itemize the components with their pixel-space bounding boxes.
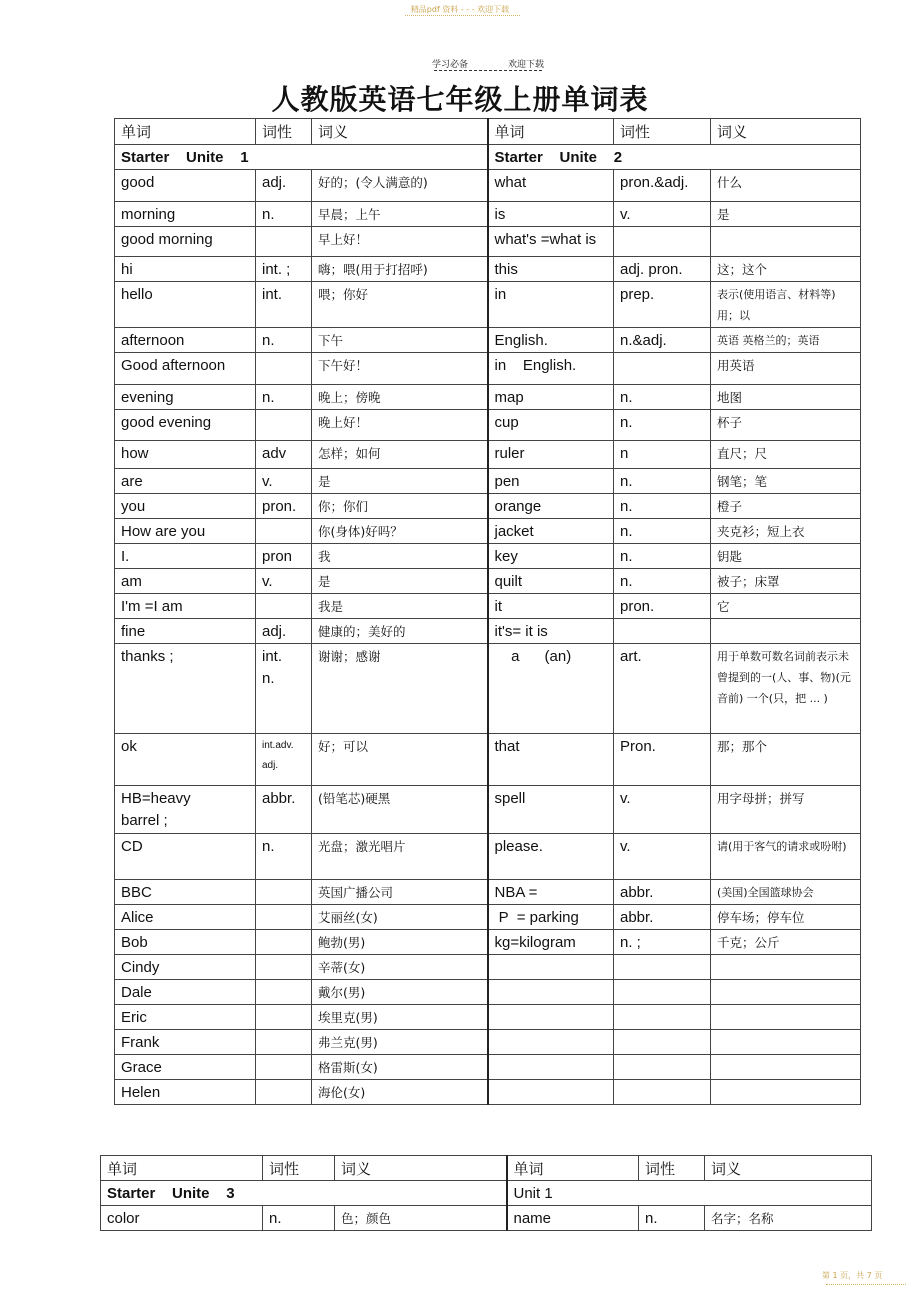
word-cell: it's= it is [488,619,614,644]
pos-cell [614,955,711,980]
pos-cell: n. [614,544,711,569]
word-cell: this [488,257,614,282]
pos-cell: n. [256,202,312,227]
pos-cell: art. [614,644,711,734]
meaning-cell: 嗨；喂(用于打招呼) [312,257,488,282]
table-row [115,202,861,227]
meaning-cell: 用字母拼；拼写 [711,786,861,834]
word-cell: hello [115,282,256,328]
meaning-cell: 夹克衫；短上衣 [711,519,861,544]
section-title-left: Starter Unite 3 [101,1181,507,1206]
sub-header [432,57,544,70]
header-meaning: 词义 [705,1156,872,1181]
pos-cell [256,227,312,257]
table-row [115,1080,861,1105]
word-cell: jacket [488,519,614,544]
table-row [115,494,861,519]
word-cell: it [488,594,614,619]
meaning-cell: 艾丽丝(女) [312,905,488,930]
word-cell: BBC [115,880,256,905]
header-word: 单词 [488,119,614,145]
word-cell: fine [115,619,256,644]
sub-header-left: 学习必备 [432,60,469,70]
table-row [115,469,861,494]
pos-cell: n.&adj. [614,328,711,353]
section-row [101,1181,872,1206]
table-row [115,619,861,644]
pos-cell: adj. [256,170,312,202]
pos-cell [614,1055,711,1080]
header-word: 单词 [507,1156,639,1181]
word-cell: Grace [115,1055,256,1080]
meaning-cell: 海伦(女) [312,1080,488,1105]
word-cell: what's =what is [488,227,614,257]
word-cell: evening [115,385,256,410]
pos-cell: abbr. [256,786,312,834]
meaning-cell: 钥匙 [711,544,861,569]
word-cell: How are you [115,519,256,544]
table-row [115,786,861,834]
pos-cell [614,1080,711,1105]
word-cell: good evening [115,410,256,441]
table-row [115,282,861,328]
top-banner: 精品pdf 资料 - - - 欢迎下载 [410,5,510,14]
header-pos: 词性 [263,1156,335,1181]
pos-cell: n. [639,1206,705,1231]
meaning-cell: 你；你们 [312,494,488,519]
table-row [115,1055,861,1080]
meaning-cell [711,619,861,644]
meaning-cell: 直尺；尺 [711,441,861,469]
meaning-cell: 是 [312,469,488,494]
word-cell: quilt [488,569,614,594]
pos-cell: Pron. [614,734,711,786]
meaning-cell: 它 [711,594,861,619]
header-word: 单词 [101,1156,263,1181]
meaning-cell: 色；颜色 [335,1206,507,1231]
word-cell: what [488,170,614,202]
table-row [115,170,861,202]
table-row [115,385,861,410]
table-row [115,410,861,441]
word-cell: afternoon [115,328,256,353]
meaning-cell: 戴尔(男) [312,980,488,1005]
word-cell [488,955,614,980]
vocab-table-1 [114,118,861,1105]
pos-cell: pron.&adj. [614,170,711,202]
word-cell: that [488,734,614,786]
section-title-left: Starter Unite 1 [115,145,488,170]
word-cell: I'm =I am [115,594,256,619]
pos-cell: n. [256,834,312,880]
pos-cell [256,905,312,930]
meaning-cell: 表示(使用语言、材料等)用；以 [711,282,861,328]
page-title: 人教版英语七年级上册单词表 [271,83,649,116]
header-meaning: 词义 [312,119,488,145]
section-title-right: Unit 1 [507,1181,872,1206]
meaning-cell: 光盘；激光唱片 [312,834,488,880]
meaning-cell [711,1030,861,1055]
word-cell: thanks ; [115,644,256,734]
footer-dots [826,1284,906,1285]
pos-cell [256,980,312,1005]
word-cell: Alice [115,905,256,930]
meaning-cell: 停车场；停车位 [711,905,861,930]
meaning-cell: 埃里克(男) [312,1005,488,1030]
word-cell [488,1030,614,1055]
meaning-cell: 早晨；上午 [312,202,488,227]
table-row [115,834,861,880]
meaning-cell [711,227,861,257]
meaning-cell: 那；那个 [711,734,861,786]
word-cell: ruler [488,441,614,469]
word-cell: Eric [115,1005,256,1030]
pos-cell: n. [263,1206,335,1231]
word-cell: cup [488,410,614,441]
table-row [115,353,861,385]
table-row [115,980,861,1005]
table-row [115,1005,861,1030]
word-cell: Bob [115,930,256,955]
pos-cell: abbr. [614,905,711,930]
word-cell: pen [488,469,614,494]
header-word: 单词 [115,119,256,145]
word-cell: kg=kilogram [488,930,614,955]
pos-cell [256,519,312,544]
meaning-cell: 钢笔；笔 [711,469,861,494]
meaning-cell: 下午 [312,328,488,353]
meaning-cell: 喂；你好 [312,282,488,328]
word-cell [488,1055,614,1080]
meaning-cell: 什么 [711,170,861,202]
meaning-cell: 怎样；如何 [312,441,488,469]
table-row [115,569,861,594]
word-cell: Frank [115,1030,256,1055]
table-header-row [101,1156,872,1181]
meaning-cell: 晚上；傍晚 [312,385,488,410]
meaning-cell: 鲍勃(男) [312,930,488,955]
word-cell: is [488,202,614,227]
word-cell: CD [115,834,256,880]
pos-cell [614,1005,711,1030]
pos-cell: n. [256,328,312,353]
meaning-cell: 我是 [312,594,488,619]
pos-cell: v. [256,569,312,594]
word-cell [488,980,614,1005]
meaning-cell [711,1005,861,1030]
word-cell: Dale [115,980,256,1005]
meaning-cell: 格雷斯(女) [312,1055,488,1080]
pos-cell: adj. pron. [614,257,711,282]
pos-cell: n [614,441,711,469]
header-pos: 词性 [639,1156,705,1181]
meaning-cell: 地图 [711,385,861,410]
sub-header-underline [434,70,542,71]
table-row [115,257,861,282]
word-cell: English. [488,328,614,353]
pos-cell [256,1055,312,1080]
pos-cell: v. [614,786,711,834]
word-cell [488,1005,614,1030]
word-cell: ok [115,734,256,786]
word-cell: NBA = [488,880,614,905]
meaning-cell: 是 [312,569,488,594]
pos-cell: v. [614,834,711,880]
word-cell: good morning [115,227,256,257]
table-row [115,734,861,786]
meaning-cell: 早上好！ [312,227,488,257]
meaning-cell [711,1080,861,1105]
header-meaning: 词义 [711,119,861,145]
meaning-cell: 是 [711,202,861,227]
table-row [115,644,861,734]
meaning-cell: 用于单数可数名词前表示未曾提到的一(人、事、物)(元音前) 一个(只，把 ... ) [711,644,861,734]
table-header-row [115,119,861,145]
pos-cell [256,880,312,905]
word-cell: are [115,469,256,494]
word-cell: orange [488,494,614,519]
meaning-cell: (美国)全国篮球协会 [711,880,861,905]
meaning-cell: 好的；(令人满意的) [312,170,488,202]
pos-cell: int. [256,282,312,328]
table-row [115,1030,861,1055]
pos-cell: v. [614,202,711,227]
meaning-cell: 名字；名称 [705,1206,872,1231]
word-cell: spell [488,786,614,834]
pos-cell: n. [614,385,711,410]
pos-cell: n. ; [614,930,711,955]
word-cell: HB=heavy barrel ; [115,786,256,834]
word-cell: name [507,1206,639,1231]
table-row [115,905,861,930]
table-row [115,227,861,257]
word-cell: key [488,544,614,569]
meaning-cell [711,980,861,1005]
table-row [115,441,861,469]
meaning-cell: 健康的；美好的 [312,619,488,644]
table-row [115,880,861,905]
word-cell: Helen [115,1080,256,1105]
meaning-cell: 你(身体)好吗？ [312,519,488,544]
meaning-cell: 晚上好！ [312,410,488,441]
table-row [115,930,861,955]
pos-cell: pron. [614,594,711,619]
table-row [115,955,861,980]
meaning-cell: 我 [312,544,488,569]
pos-cell [256,594,312,619]
meaning-cell: 橙子 [711,494,861,519]
vocab-table-2 [100,1155,872,1231]
pos-cell: v. [256,469,312,494]
word-cell: please. [488,834,614,880]
word-cell: in [488,282,614,328]
meaning-cell: 下午好！ [312,353,488,385]
pos-cell [256,955,312,980]
pos-cell [256,353,312,385]
word-cell: good [115,170,256,202]
pos-cell: prep. [614,282,711,328]
meaning-cell: 用英语 [711,353,861,385]
pos-cell: adj. [256,619,312,644]
pos-cell: int.adv. adj. [256,734,312,786]
table-row [115,544,861,569]
pos-cell: n. [614,569,711,594]
pos-cell [256,410,312,441]
meaning-cell: 被子；床罩 [711,569,861,594]
word-cell: P = parking [488,905,614,930]
pos-cell: n. [256,385,312,410]
word-cell [488,1080,614,1105]
table-row [115,519,861,544]
pos-cell [614,980,711,1005]
pos-cell: n. [614,494,711,519]
word-cell: I. [115,544,256,569]
table-row [115,328,861,353]
meaning-cell: 辛蒂(女) [312,955,488,980]
word-cell: how [115,441,256,469]
pos-cell: n. [614,519,711,544]
pos-cell: pron. [256,494,312,519]
banner-dots [405,15,520,16]
word-cell: morning [115,202,256,227]
meaning-cell: (铅笔芯)硬黑 [312,786,488,834]
word-cell: color [101,1206,263,1231]
meaning-cell: 英语 英格兰的；英语 [711,328,861,353]
word-cell: Good afternoon [115,353,256,385]
word-cell: am [115,569,256,594]
table-row [115,594,861,619]
meaning-cell: 请(用于客气的请求或吩咐) [711,834,861,880]
meaning-cell: 千克；公斤 [711,930,861,955]
pos-cell [256,1080,312,1105]
pos-cell [614,1030,711,1055]
pos-cell: n. [614,469,711,494]
meaning-cell [711,955,861,980]
meaning-cell: 这；这个 [711,257,861,282]
pos-cell [256,1030,312,1055]
header-pos: 词性 [256,119,312,145]
pos-cell [614,619,711,644]
word-cell: in English. [488,353,614,385]
meaning-cell: 英国广播公司 [312,880,488,905]
section-row [115,145,861,170]
section-title-right: Starter Unite 2 [488,145,861,170]
pos-cell: n. [614,410,711,441]
word-cell: you [115,494,256,519]
sub-header-right: 欢迎下载 [507,60,544,70]
pos-cell [614,227,711,257]
pos-cell: int. n. [256,644,312,734]
page-number: 第 1 页，共 7 页 [822,1271,883,1280]
meaning-cell: 好；可以 [312,734,488,786]
meaning-cell: 杯子 [711,410,861,441]
meaning-cell: 弗兰克(男) [312,1030,488,1055]
meaning-cell: 谢谢；感谢 [312,644,488,734]
word-cell: Cindy [115,955,256,980]
pos-cell: abbr. [614,880,711,905]
pos-cell [256,930,312,955]
pos-cell: int. ; [256,257,312,282]
table-row [101,1206,872,1231]
word-cell: hi [115,257,256,282]
pos-cell [614,353,711,385]
pos-cell [256,1005,312,1030]
header-meaning: 词义 [335,1156,507,1181]
pos-cell: pron [256,544,312,569]
pos-cell: adv [256,441,312,469]
header-pos: 词性 [614,119,711,145]
word-cell: a (an) [488,644,614,734]
meaning-cell [711,1055,861,1080]
word-cell: map [488,385,614,410]
